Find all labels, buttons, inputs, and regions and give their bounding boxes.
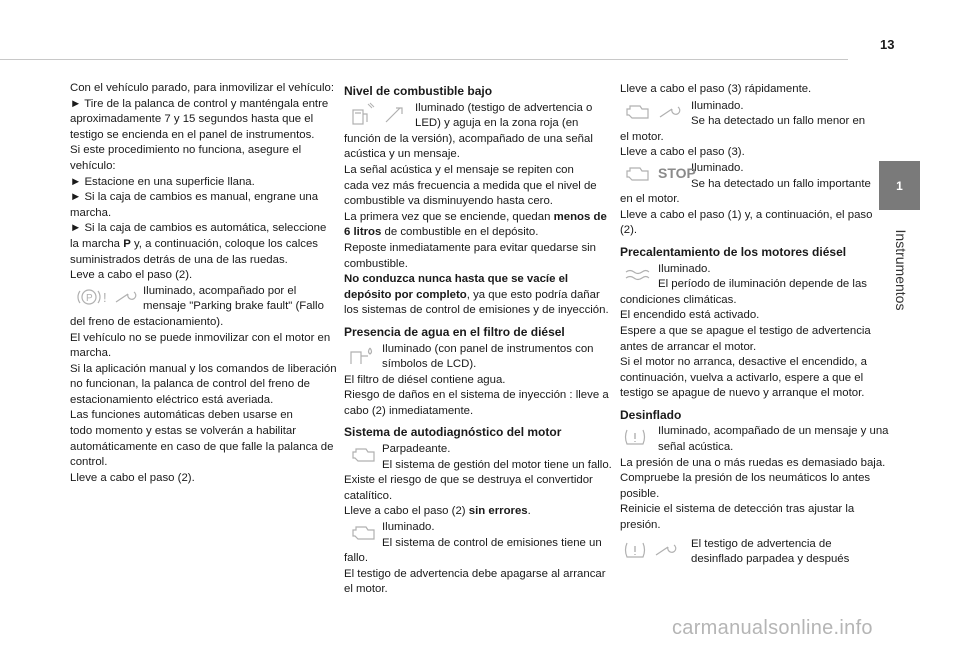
watermark: carmanualsonline.info	[672, 617, 873, 639]
chapter-tab[interactable]: 1	[879, 161, 920, 210]
fuel-gauge-icon	[382, 104, 406, 124]
heading-water-in-filter: Presencia de agua en el filtro de diésel	[344, 324, 565, 339]
column-2: Nivel de combustible bajo Iluminado (testigo de advertencia o LED) y aguja en la zona roja (en función de la versión), acompañado de una señal acústica y un mensaje. La señal acústica y el mensaje se repiten con cada vez más frecuencia a medida que el nivel de combustible va disminuyendo hasta cero. La primera vez que se enciende, quedan menos de 6 litros de combustible en el depósito. Reposte inmediatamente para evitar quedarse sin combustible. No conduzca nunca hasta que se vacíe el depósito por completo, ya que esto podría dañar los sistemas de control de emisiones y de inyección. Presencia de agua en el filtro de diésel Iluminado (con panel de instrumentos con símbolos de LCD). El filtro de diésel contiene agua. Riesgo de daños en el sistema de inyección : lleve a cabo (2) inmediatamente. Sistema de autodiagnóstico del motor Parpadeante. El sistema de gestión del motor tiene un fallo. Existe el riesgo de que se destruya el convertidor catalítico. Lleve a cabo el paso (2) sin errores. Iluminado. El sistema de control de emisiones tiene un fallo. El testigo de advertencia debe apagarse al arrancar el motor.	[344, 84, 612, 596]
glow-plug-icon	[622, 266, 652, 284]
engine-fault-icon	[624, 103, 652, 121]
engine-icon-2	[350, 524, 378, 542]
water-filter-icon	[348, 344, 378, 366]
engine-major-fault-icon	[624, 165, 652, 183]
top-rule	[0, 59, 848, 60]
tyre-pressure-icon	[622, 427, 648, 447]
wrench-icon	[114, 290, 138, 304]
engine-icon	[350, 446, 378, 464]
heading-low-fuel: Nivel de combustible bajo	[344, 84, 493, 98]
column-1: Con el vehículo parado, para inmovilizar el vehículo: ► Tire de la palanca de control y manténgala entre aproximadamente 7 y 15 segundos hasta que el testigo se encienda en el panel de instrumentos. Si este procedimiento no funciona, asegure el vehículo: ► Estacione en una superficie llana. ► Si la caja de cambios es manual, engrane una marcha. ► Si la caja de cambios es automática, seleccione la marcha P y, a continuación, coloque los calces suministrados detrás de una de las ruedas. Leve a cabo el paso (2). P ! Iluminado, acompañado por el mensaje "Parking brake fault" (Fallo del freno de estacionamiento). El vehículo no se puede inmovilizar con el motor en marcha. Si la aplicación manual y los comandos de liberación no funcionan, la palanca de control del freno de estacionamiento eléctrico está averiada. Las funciones automáticas deben usarse en todo momento y estas se volverán a habilitar automáticamente en caso de que falle la palanca de control. Lleve a cabo el paso (2).	[70, 82, 337, 484]
heading-glow-plugs: Precalentamiento de los motores diésel	[620, 244, 847, 259]
svg-text:P: P	[86, 292, 93, 304]
heading-deflation: Desinflado	[620, 407, 682, 422]
fuel-pump-icon	[350, 102, 376, 126]
stop-icon: STOP	[658, 165, 696, 182]
page-number: 13	[880, 37, 895, 52]
chapter-label: Instrumentos	[893, 229, 909, 311]
wrench-icon-3	[654, 543, 678, 557]
heading-engine-diagnostics: Sistema de autodiagnóstico del motor	[344, 425, 562, 440]
svg-text:!: !	[103, 289, 107, 305]
column-3: Lleve a cabo el paso (3) rápidamente. Iluminado. Se ha detectado un fallo menor en el motor. Lleve a cabo el paso (3). STOP Iluminado. Se ha detectado un fallo importante en el motor. Lleve a cabo el paso (1) y, a continuación, el paso (2). Precalentamiento de los motores diésel Iluminado. El período de iluminación depende de las condiciones climáticas. El encendido está activado. Espere a que se apague el testigo de advertencia antes de arrancar el motor. Si el motor no arranca, desactive el encendido, a continuación, vuelva a activarlo, espere a que el testigo se apague de nuevo y arranque el motor. Desinflado Iluminado, acompañado de un mensaje y una señal acústica. La presión de una o más ruedas es demasiado baja. Compruebe la presión de los neumáticos lo antes posible. Reinicie el sistema de detección tras ajustar la presión. El testigo de advertencia de desinflado parpadea y después	[620, 83, 889, 566]
tyre-pressure-icon-2	[622, 540, 648, 560]
parking-brake-icon	[76, 287, 108, 307]
wrench-icon-2	[658, 105, 682, 119]
parking-brake-fault-row: P ! Iluminado, acompañado por el mensaje "Parking brake fault" (Fallo	[70, 284, 326, 315]
